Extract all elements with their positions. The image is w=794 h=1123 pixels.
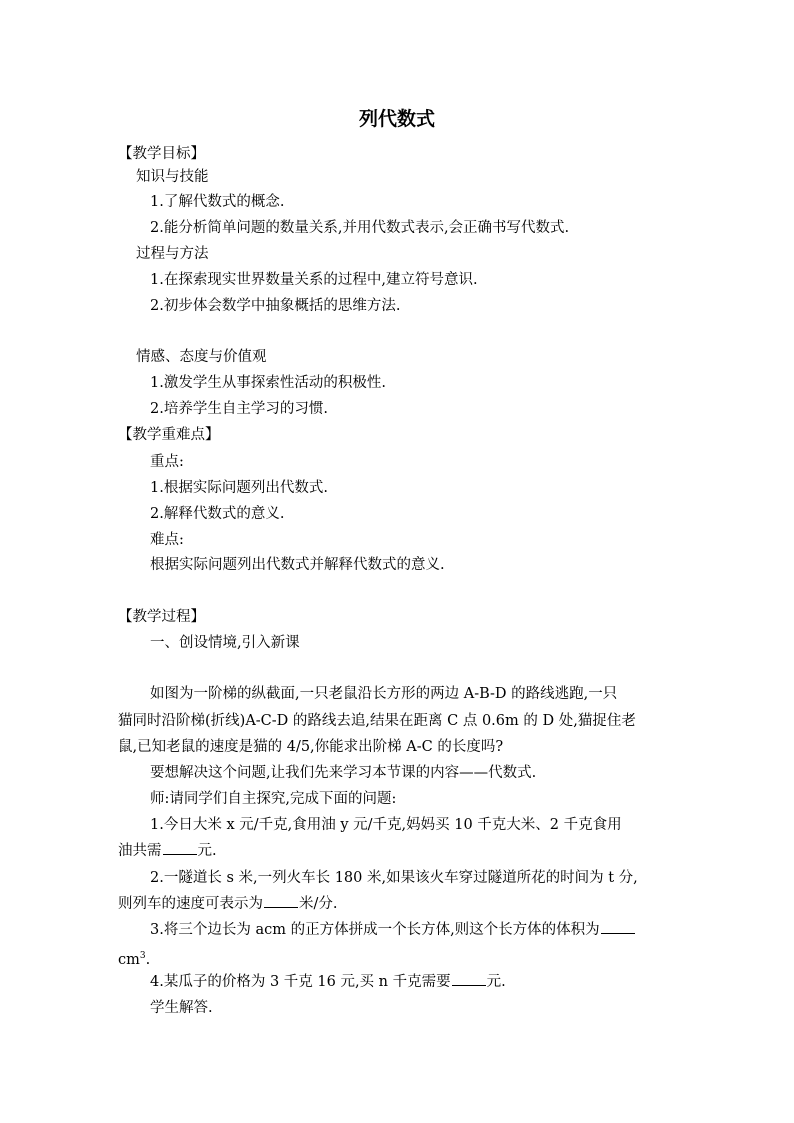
intro-line: 猫同时沿阶梯(折线)A-C-D 的路线去追,结果在距离 C 点 0.6m 的 D 处,猫捉住老 (118, 713, 636, 729)
step1-heading: 一、创设情境,引入新课 (150, 635, 300, 651)
emotion-item: 2.培养学生自主学习的习惯. (150, 401, 328, 417)
knowledge-item: 1.了解代数式的概念. (150, 194, 285, 210)
answer-blank[interactable] (601, 917, 635, 934)
question-1-line: 1.今日大米 x 元/千克,食用油 y 元/千克,妈妈买 10 千克大米、2 千克食用 (150, 817, 622, 833)
question-2-answer-line (118, 891, 338, 917)
question-4-unit: 元. (486, 974, 506, 990)
question-2-unit: 米/分. (299, 896, 338, 912)
process-item: 2.初步体会数学中抽象概括的思维方法. (150, 298, 401, 314)
key-label: 重点: (150, 454, 184, 470)
question-4-line (150, 969, 506, 995)
process-heading: 过程与方法 (136, 246, 209, 262)
question-1-text: 油共需 (118, 843, 162, 859)
intro-line: 鼠,已知老鼠的速度是猫的 4/5,你能求出阶梯 A-C 的长度吗? (118, 739, 504, 755)
keypoints-heading: 【教学重难点】 (118, 427, 220, 443)
question-4-text: 4.某瓜子的价格为 3 千克 16 元,买 n 千克需要 (150, 974, 451, 990)
intro-line: 如图为一阶梯的纵截面,一只老鼠沿长方形的两边 A-B-D 的路线逃跑,一只 (150, 686, 618, 702)
key-item: 1.根据实际问题列出代数式. (150, 480, 328, 496)
answer-blank[interactable] (452, 969, 486, 986)
question-3-unit: cm (118, 951, 140, 968)
question-3-period: . (145, 951, 151, 968)
answer-blank[interactable] (264, 891, 298, 908)
answer-blank[interactable] (163, 838, 197, 855)
question-1-unit: 元. (197, 843, 217, 859)
question-3-exponent: 3 (139, 951, 146, 961)
question-3-unit-line (118, 943, 150, 969)
question-2-line: 2.一隧道长 s 米,一列火车长 180 米,如果该火车穿过隧道所花的时间为 t 分, (150, 870, 638, 886)
process-item: 1.在探索现实世界数量关系的过程中,建立符号意识. (150, 272, 478, 288)
difficult-label: 难点: (150, 532, 184, 548)
document-title: 列代数式 (358, 108, 435, 130)
key-item: 2.解释代数式的意义. (150, 506, 285, 522)
procedure-heading: 【教学过程】 (118, 609, 205, 625)
teacher-prompt: 师:请同学们自主探究,完成下面的问题: (150, 791, 397, 807)
emotion-item: 1.激发学生从事探索性活动的积极性. (150, 375, 386, 391)
question-2-text: 则列车的速度可表示为 (118, 896, 263, 912)
knowledge-heading: 知识与技能 (136, 169, 209, 185)
difficult-item: 根据实际问题列出代数式并解释代数式的意义. (150, 557, 445, 573)
question-3-text: 3.将三个边长为 acm 的正方体拼成一个长方体,则这个长方体的体积为 (150, 922, 600, 938)
emotion-heading: 情感、态度与价值观 (136, 349, 267, 365)
knowledge-item: 2.能分析简单问题的数量关系,并用代数式表示,会正确书写代数式. (150, 220, 570, 236)
question-1-answer-line (118, 838, 217, 864)
objectives-heading: 【教学目标】 (118, 146, 205, 162)
transition-text: 要想解决这个问题,让我们先来学习本节课的内容——代数式. (150, 765, 537, 781)
question-3-line (150, 917, 636, 943)
student-answer-text: 学生解答. (150, 1000, 213, 1016)
